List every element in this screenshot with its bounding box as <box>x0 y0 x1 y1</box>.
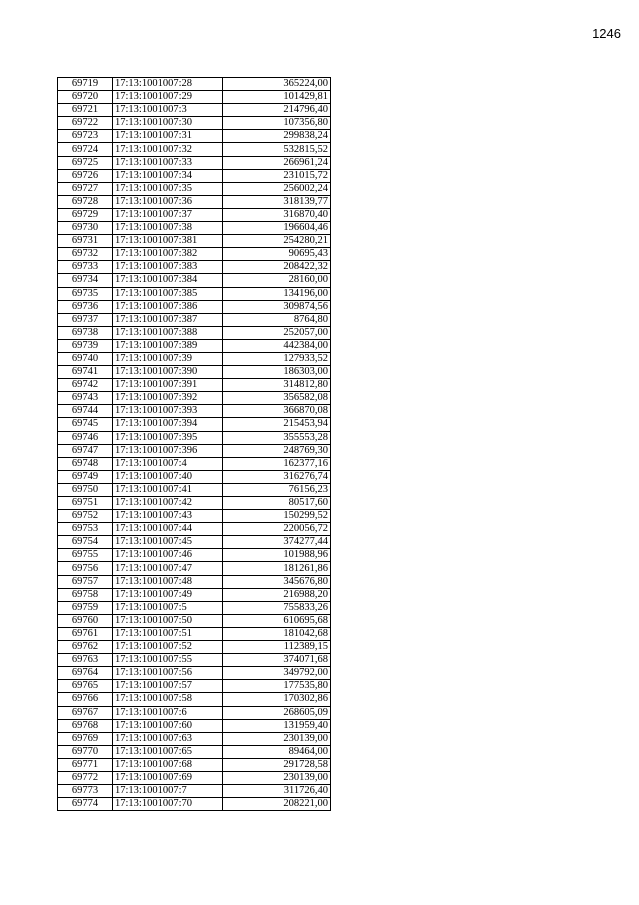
table-row <box>58 405 331 418</box>
amount-cell: 131959,40 <box>223 719 331 732</box>
cadastral-number-cell: 17:13:1001007:390 <box>113 366 223 379</box>
cadastral-number-cell: 17:13:1001007:56 <box>113 667 223 680</box>
cadastral-number-cell: 17:13:1001007:29 <box>113 91 223 104</box>
row-number-cell: 69763 <box>58 654 113 667</box>
cadastral-number-cell: 17:13:1001007:382 <box>113 248 223 261</box>
cadastral-number-cell: 17:13:1001007:44 <box>113 523 223 536</box>
table-row <box>58 195 331 208</box>
row-number-cell: 69734 <box>58 274 113 287</box>
amount-cell: 177535,80 <box>223 680 331 693</box>
row-number-cell: 69736 <box>58 300 113 313</box>
amount-cell: 309874,56 <box>223 300 331 313</box>
row-number-cell: 69772 <box>58 771 113 784</box>
amount-cell: 196604,46 <box>223 222 331 235</box>
table-row <box>58 457 331 470</box>
cadastral-number-cell: 17:13:1001007:386 <box>113 300 223 313</box>
amount-cell: 76156,23 <box>223 483 331 496</box>
table-row <box>58 614 331 627</box>
amount-cell: 230139,00 <box>223 732 331 745</box>
row-number-cell: 69773 <box>58 785 113 798</box>
cadastral-number-cell: 17:13:1001007:385 <box>113 287 223 300</box>
amount-cell: 231015,72 <box>223 169 331 182</box>
cadastral-number-cell: 17:13:1001007:35 <box>113 182 223 195</box>
table-row <box>58 313 331 326</box>
cadastral-number-cell: 17:13:1001007:47 <box>113 562 223 575</box>
cadastral-number-cell: 17:13:1001007:32 <box>113 143 223 156</box>
row-number-cell: 69750 <box>58 483 113 496</box>
table-row <box>58 706 331 719</box>
cadastral-number-cell: 17:13:1001007:42 <box>113 497 223 510</box>
cadastral-number-cell: 17:13:1001007:28 <box>113 78 223 91</box>
row-number-cell: 69732 <box>58 248 113 261</box>
table-row <box>58 130 331 143</box>
table-row <box>58 287 331 300</box>
table-row <box>58 588 331 601</box>
cadastral-number-cell: 17:13:1001007:5 <box>113 601 223 614</box>
row-number-cell: 69761 <box>58 627 113 640</box>
row-number-cell: 69765 <box>58 680 113 693</box>
amount-cell: 248769,30 <box>223 444 331 457</box>
cadastral-number-cell: 17:13:1001007:37 <box>113 208 223 221</box>
table-row <box>58 680 331 693</box>
cadastral-number-cell: 17:13:1001007:38 <box>113 222 223 235</box>
cadastral-number-cell: 17:13:1001007:65 <box>113 745 223 758</box>
cadastral-number-cell: 17:13:1001007:39 <box>113 352 223 365</box>
row-number-cell: 69740 <box>58 352 113 365</box>
cadastral-number-cell: 17:13:1001007:392 <box>113 392 223 405</box>
amount-cell: 8764,80 <box>223 313 331 326</box>
amount-cell: 755833,26 <box>223 601 331 614</box>
row-number-cell: 69755 <box>58 549 113 562</box>
amount-cell: 610695,68 <box>223 614 331 627</box>
table-row <box>58 562 331 575</box>
amount-cell: 311726,40 <box>223 785 331 798</box>
cadastral-number-cell: 17:13:1001007:45 <box>113 536 223 549</box>
row-number-cell: 69743 <box>58 392 113 405</box>
cadastral-number-cell: 17:13:1001007:394 <box>113 418 223 431</box>
amount-cell: 314812,80 <box>223 379 331 392</box>
table-row <box>58 549 331 562</box>
table-row <box>58 641 331 654</box>
cadastral-number-cell: 17:13:1001007:46 <box>113 549 223 562</box>
amount-cell: 215453,94 <box>223 418 331 431</box>
row-number-cell: 69739 <box>58 339 113 352</box>
table-row <box>58 575 331 588</box>
row-number-cell: 69762 <box>58 641 113 654</box>
table-row <box>58 78 331 91</box>
amount-cell: 208221,00 <box>223 798 331 811</box>
cadastral-number-cell: 17:13:1001007:395 <box>113 431 223 444</box>
cadastral-number-cell: 17:13:1001007:33 <box>113 156 223 169</box>
table-row <box>58 392 331 405</box>
row-number-cell: 69721 <box>58 104 113 117</box>
row-number-cell: 69764 <box>58 667 113 680</box>
table-row <box>58 326 331 339</box>
row-number-cell: 69766 <box>58 693 113 706</box>
row-number-cell: 69726 <box>58 169 113 182</box>
amount-cell: 220056,72 <box>223 523 331 536</box>
row-number-cell: 69722 <box>58 117 113 130</box>
table-row <box>58 444 331 457</box>
cadastral-number-cell: 17:13:1001007:68 <box>113 758 223 771</box>
row-number-cell: 69724 <box>58 143 113 156</box>
amount-cell: 299838,24 <box>223 130 331 143</box>
row-number-cell: 69754 <box>58 536 113 549</box>
table-row <box>58 366 331 379</box>
table-row <box>58 169 331 182</box>
row-number-cell: 69720 <box>58 91 113 104</box>
cadastral-number-cell: 17:13:1001007:31 <box>113 130 223 143</box>
table-row <box>58 667 331 680</box>
cadastral-number-cell: 17:13:1001007:396 <box>113 444 223 457</box>
cadastral-number-cell: 17:13:1001007:58 <box>113 693 223 706</box>
cadastral-number-cell: 17:13:1001007:51 <box>113 627 223 640</box>
amount-cell: 186303,00 <box>223 366 331 379</box>
amount-cell: 256002,24 <box>223 182 331 195</box>
table-row <box>58 143 331 156</box>
cadastral-number-cell: 17:13:1001007:70 <box>113 798 223 811</box>
amount-cell: 216988,20 <box>223 588 331 601</box>
amount-cell: 181042,68 <box>223 627 331 640</box>
amount-cell: 316276,74 <box>223 470 331 483</box>
amount-cell: 208422,32 <box>223 261 331 274</box>
cadastral-number-cell: 17:13:1001007:50 <box>113 614 223 627</box>
cadastral-number-cell: 17:13:1001007:57 <box>113 680 223 693</box>
amount-cell: 127933,52 <box>223 352 331 365</box>
page-number: 1246 <box>592 26 621 41</box>
row-number-cell: 69756 <box>58 562 113 575</box>
table-row <box>58 379 331 392</box>
row-number-cell: 69751 <box>58 497 113 510</box>
cadastral-number-cell: 17:13:1001007:52 <box>113 641 223 654</box>
row-number-cell: 69752 <box>58 510 113 523</box>
table-row <box>58 91 331 104</box>
row-number-cell: 69725 <box>58 156 113 169</box>
table-row <box>58 104 331 117</box>
table-row <box>58 208 331 221</box>
amount-cell: 230139,00 <box>223 771 331 784</box>
table-row <box>58 117 331 130</box>
cadastral-number-cell: 17:13:1001007:60 <box>113 719 223 732</box>
cadastral-number-cell: 17:13:1001007:63 <box>113 732 223 745</box>
cadastral-number-cell: 17:13:1001007:381 <box>113 235 223 248</box>
table-row <box>58 771 331 784</box>
cadastral-number-cell: 17:13:1001007:34 <box>113 169 223 182</box>
amount-cell: 80517,60 <box>223 497 331 510</box>
amount-cell: 268605,09 <box>223 706 331 719</box>
row-number-cell: 69733 <box>58 261 113 274</box>
amount-cell: 170302,86 <box>223 693 331 706</box>
row-number-cell: 69768 <box>58 719 113 732</box>
row-number-cell: 69760 <box>58 614 113 627</box>
cadastral-number-cell: 17:13:1001007:3 <box>113 104 223 117</box>
cadastral-number-cell: 17:13:1001007:383 <box>113 261 223 274</box>
amount-cell: 266961,24 <box>223 156 331 169</box>
amount-cell: 162377,16 <box>223 457 331 470</box>
table-row <box>58 352 331 365</box>
cadastral-number-cell: 17:13:1001007:388 <box>113 326 223 339</box>
table-row <box>58 156 331 169</box>
cadastral-number-cell: 17:13:1001007:4 <box>113 457 223 470</box>
row-number-cell: 69774 <box>58 798 113 811</box>
cadastral-number-cell: 17:13:1001007:393 <box>113 405 223 418</box>
row-number-cell: 69731 <box>58 235 113 248</box>
table-row <box>58 300 331 313</box>
amount-cell: 89464,00 <box>223 745 331 758</box>
row-number-cell: 69727 <box>58 182 113 195</box>
row-number-cell: 69753 <box>58 523 113 536</box>
cadastral-number-cell: 17:13:1001007:49 <box>113 588 223 601</box>
amount-cell: 252057,00 <box>223 326 331 339</box>
amount-cell: 374071,68 <box>223 654 331 667</box>
row-number-cell: 69745 <box>58 418 113 431</box>
amount-cell: 254280,21 <box>223 235 331 248</box>
row-number-cell: 69757 <box>58 575 113 588</box>
row-number-cell: 69742 <box>58 379 113 392</box>
row-number-cell: 69758 <box>58 588 113 601</box>
cadastral-number-cell: 17:13:1001007:6 <box>113 706 223 719</box>
amount-cell: 134196,00 <box>223 287 331 300</box>
row-number-cell: 69723 <box>58 130 113 143</box>
table-row <box>58 601 331 614</box>
cadastral-number-cell: 17:13:1001007:389 <box>113 339 223 352</box>
row-number-cell: 69771 <box>58 758 113 771</box>
table-row <box>58 470 331 483</box>
table-row <box>58 758 331 771</box>
row-number-cell: 69730 <box>58 222 113 235</box>
cadastral-number-cell: 17:13:1001007:7 <box>113 785 223 798</box>
row-number-cell: 69741 <box>58 366 113 379</box>
table-row <box>58 510 331 523</box>
row-number-cell: 69769 <box>58 732 113 745</box>
amount-cell: 150299,52 <box>223 510 331 523</box>
table-row <box>58 523 331 536</box>
table-row <box>58 248 331 261</box>
amount-cell: 356582,08 <box>223 392 331 405</box>
table-body <box>58 78 331 811</box>
amount-cell: 366870,08 <box>223 405 331 418</box>
cadastral-number-cell: 17:13:1001007:41 <box>113 483 223 496</box>
amount-cell: 349792,00 <box>223 667 331 680</box>
cadastral-number-cell: 17:13:1001007:391 <box>113 379 223 392</box>
row-number-cell: 69770 <box>58 745 113 758</box>
row-number-cell: 69748 <box>58 457 113 470</box>
amount-cell: 316870,40 <box>223 208 331 221</box>
cadastral-number-cell: 17:13:1001007:48 <box>113 575 223 588</box>
row-number-cell: 69746 <box>58 431 113 444</box>
table-row <box>58 339 331 352</box>
table-row <box>58 719 331 732</box>
row-number-cell: 69744 <box>58 405 113 418</box>
table-row <box>58 222 331 235</box>
cadastral-number-cell: 17:13:1001007:55 <box>113 654 223 667</box>
amount-cell: 107356,80 <box>223 117 331 130</box>
amount-cell: 374277,44 <box>223 536 331 549</box>
row-number-cell: 69767 <box>58 706 113 719</box>
row-number-cell: 69738 <box>58 326 113 339</box>
row-number-cell: 69749 <box>58 470 113 483</box>
amount-cell: 345676,80 <box>223 575 331 588</box>
cadastral-number-cell: 17:13:1001007:40 <box>113 470 223 483</box>
table-row <box>58 627 331 640</box>
cadastral-number-cell: 17:13:1001007:387 <box>113 313 223 326</box>
cadastral-number-cell: 17:13:1001007:43 <box>113 510 223 523</box>
cadastral-number-cell: 17:13:1001007:36 <box>113 195 223 208</box>
table-row <box>58 536 331 549</box>
table-row <box>58 274 331 287</box>
data-table <box>57 77 331 811</box>
amount-cell: 365224,00 <box>223 78 331 91</box>
amount-cell: 442384,00 <box>223 339 331 352</box>
table-row <box>58 418 331 431</box>
cadastral-number-cell: 17:13:1001007:30 <box>113 117 223 130</box>
table-row <box>58 182 331 195</box>
amount-cell: 101429,81 <box>223 91 331 104</box>
table-row <box>58 261 331 274</box>
row-number-cell: 69737 <box>58 313 113 326</box>
amount-cell: 214796,40 <box>223 104 331 117</box>
amount-cell: 112389,15 <box>223 641 331 654</box>
table-row <box>58 431 331 444</box>
amount-cell: 28160,00 <box>223 274 331 287</box>
row-number-cell: 69729 <box>58 208 113 221</box>
amount-cell: 291728,58 <box>223 758 331 771</box>
row-number-cell: 69759 <box>58 601 113 614</box>
table-row <box>58 654 331 667</box>
cadastral-number-cell: 17:13:1001007:384 <box>113 274 223 287</box>
table-row <box>58 693 331 706</box>
amount-cell: 355553,28 <box>223 431 331 444</box>
row-number-cell: 69719 <box>58 78 113 91</box>
cadastral-number-cell: 17:13:1001007:69 <box>113 771 223 784</box>
table-row <box>58 745 331 758</box>
table-row <box>58 732 331 745</box>
amount-cell: 318139,77 <box>223 195 331 208</box>
table-row <box>58 483 331 496</box>
amount-cell: 90695,43 <box>223 248 331 261</box>
table-row <box>58 785 331 798</box>
row-number-cell: 69728 <box>58 195 113 208</box>
table-row <box>58 497 331 510</box>
row-number-cell: 69747 <box>58 444 113 457</box>
table-row <box>58 235 331 248</box>
amount-cell: 181261,86 <box>223 562 331 575</box>
amount-cell: 532815,52 <box>223 143 331 156</box>
amount-cell: 101988,96 <box>223 549 331 562</box>
row-number-cell: 69735 <box>58 287 113 300</box>
table-row <box>58 798 331 811</box>
